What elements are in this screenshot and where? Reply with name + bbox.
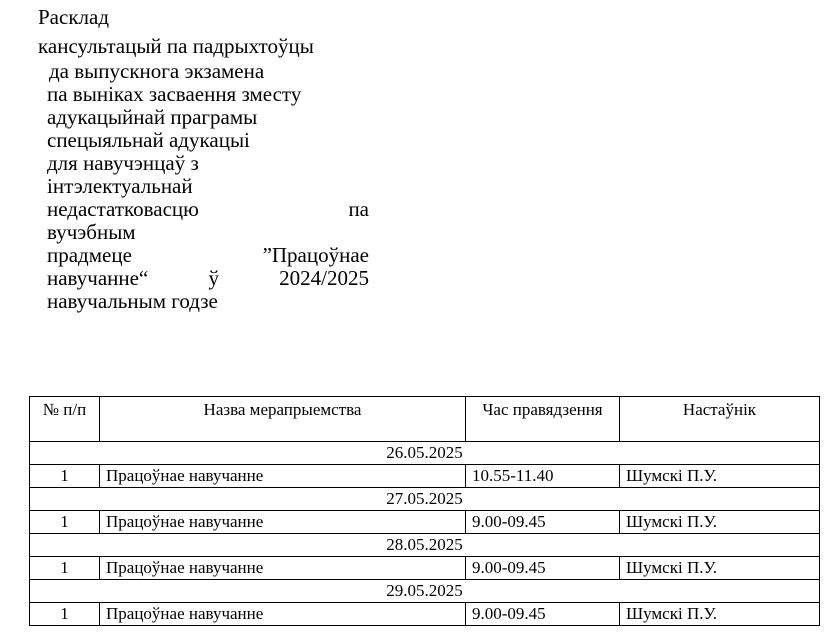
- header-teacher: Настаўнік: [620, 397, 820, 442]
- date-row: [30, 534, 820, 557]
- row-time: 10.55-11.40: [466, 465, 620, 488]
- date-cell: 26.05.2025: [30, 442, 820, 465]
- row-number: 1: [30, 511, 100, 534]
- row-event-name: Працоўнае навучанне: [100, 465, 466, 488]
- row-number: 1: [30, 603, 100, 626]
- date-cell: 27.05.2025: [30, 488, 820, 511]
- title-line-7: для навучэнцаў з: [47, 151, 199, 175]
- table-header-row: [30, 397, 820, 442]
- date-row: [30, 488, 820, 511]
- title-line-11-word-1: прадмеце: [47, 243, 132, 267]
- row-teacher: Шумскі П.У.: [620, 557, 820, 580]
- title-line-4: па выніках засваення зместу: [47, 82, 302, 106]
- row-teacher: Шумскі П.У.: [620, 603, 820, 626]
- table-header: [30, 397, 820, 442]
- date-row: [30, 580, 820, 603]
- title-line-12-word-3: 2024/2025: [279, 266, 369, 290]
- table-row: [30, 557, 820, 580]
- row-teacher: Шумскі П.У.: [620, 511, 820, 534]
- title-line-3: да выпускнога экзамена: [49, 59, 265, 83]
- title-line-13: навучальным годзе: [47, 289, 218, 313]
- consultation-schedule-table: [29, 396, 820, 626]
- table-row: [30, 465, 820, 488]
- title-line-11-word-2: ”Працоўнае: [262, 243, 369, 267]
- header-number: № п/п: [30, 397, 100, 442]
- table-body: [30, 442, 820, 626]
- header-event-name: Назва мерапрыемства: [100, 397, 466, 442]
- title-line-12-word-1: навучанне“: [47, 266, 149, 290]
- row-number: 1: [30, 557, 100, 580]
- header-time: Час правядзення: [466, 397, 620, 442]
- title-line-1: Расклад: [38, 5, 110, 29]
- date-cell: 29.05.2025: [30, 580, 820, 603]
- row-teacher: Шумскі П.У.: [620, 465, 820, 488]
- row-time: 9.00-09.45: [466, 557, 620, 580]
- title-line-12: [47, 267, 369, 290]
- row-event-name: Працоўнае навучанне: [100, 603, 466, 626]
- date-cell: 28.05.2025: [30, 534, 820, 557]
- table-row: [30, 603, 820, 626]
- title-line-8: інтэлектуальнай: [47, 174, 193, 198]
- title-line-11: [47, 244, 369, 267]
- row-number: 1: [30, 465, 100, 488]
- row-event-name: Працоўнае навучанне: [100, 557, 466, 580]
- title-line-9-word-1: недастатковасцю: [47, 197, 199, 221]
- title-line-5: адукацыйнай праграмы: [47, 105, 258, 129]
- table-row: [30, 511, 820, 534]
- title-line-9-word-2: па: [348, 197, 369, 221]
- row-event-name: Працоўнае навучанне: [100, 511, 466, 534]
- title-line-12-word-2: ў: [208, 266, 219, 290]
- title-line-9: [47, 198, 369, 221]
- title-line-10: вучэбным: [47, 220, 136, 244]
- row-time: 9.00-09.45: [466, 603, 620, 626]
- date-row: [30, 442, 820, 465]
- title-line-2: кансультацый па падрыхтоўцы: [38, 34, 314, 58]
- title-line-6: спецыяльнай адукацыі: [47, 128, 250, 152]
- row-time: 9.00-09.45: [466, 511, 620, 534]
